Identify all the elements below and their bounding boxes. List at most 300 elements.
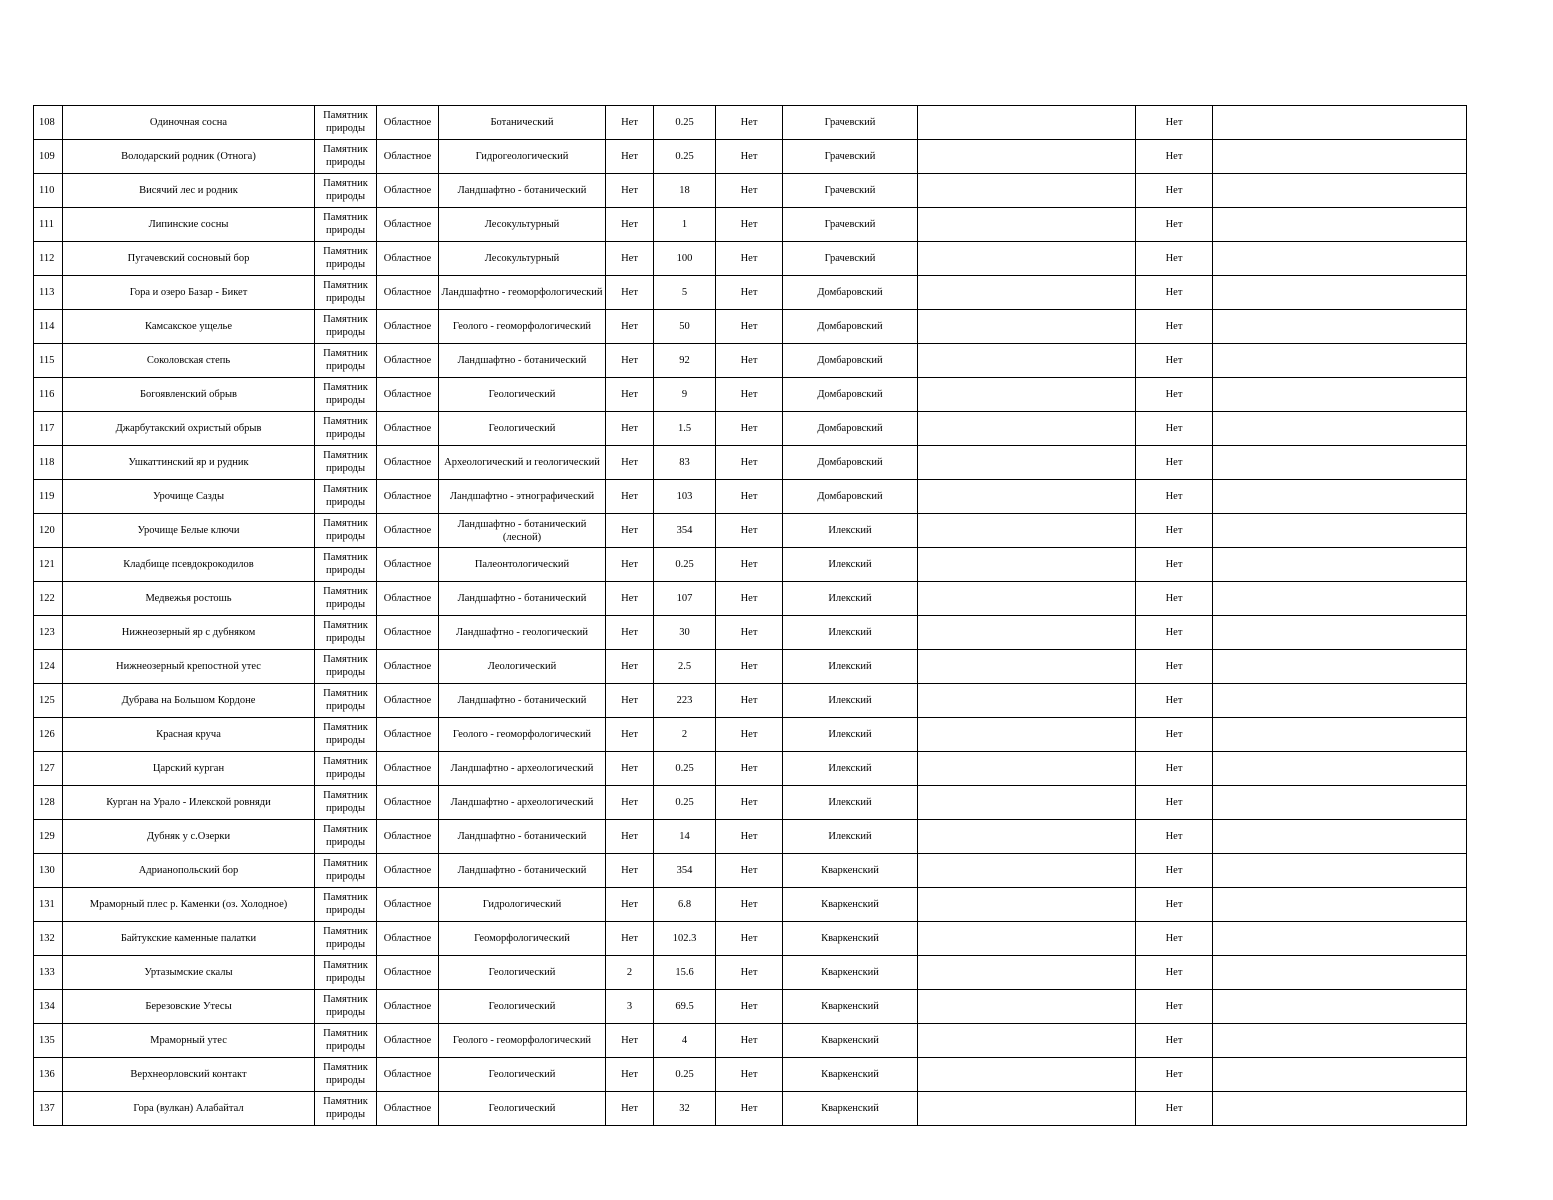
table-row: [34, 480, 1467, 514]
significance-cell: Областное: [377, 1058, 439, 1092]
significance-cell: Областное: [377, 106, 439, 140]
cluster-count-cell: Нет: [606, 140, 654, 174]
notes-cell: [1213, 922, 1467, 956]
significance-cell: Областное: [377, 344, 439, 378]
row-number-cell: 133: [34, 956, 63, 990]
extra-info-cell: [918, 514, 1136, 548]
monument-name-cell: Медвежья ростошь: [63, 582, 315, 616]
district-cell: Домбаровский: [783, 276, 918, 310]
extra-info-cell: [918, 174, 1136, 208]
table-row: [34, 650, 1467, 684]
significance-cell: Областное: [377, 480, 439, 514]
row-number-cell: 124: [34, 650, 63, 684]
significance-cell: Областное: [377, 378, 439, 412]
table-row: [34, 310, 1467, 344]
category-cell: Памятник природы: [315, 242, 377, 276]
extra-info-cell: [918, 1024, 1136, 1058]
extra-info-cell: [918, 684, 1136, 718]
status-flag-cell: Нет: [1136, 106, 1213, 140]
district-cell: Илекский: [783, 514, 918, 548]
significance-cell: Областное: [377, 208, 439, 242]
district-cell: Кваркенский: [783, 888, 918, 922]
row-number-cell: 137: [34, 1092, 63, 1126]
extra-info-cell: [918, 344, 1136, 378]
status-flag-cell: Нет: [1136, 310, 1213, 344]
cluster-count-cell: Нет: [606, 820, 654, 854]
extra-info-cell: [918, 548, 1136, 582]
district-cell: Илекский: [783, 786, 918, 820]
area-cell: 30: [654, 616, 716, 650]
area-cell: 0.25: [654, 106, 716, 140]
notes-cell: [1213, 616, 1467, 650]
extra-info-cell: [918, 310, 1136, 344]
monument-name-cell: Байтукские каменные палатки: [63, 922, 315, 956]
category-cell: Памятник природы: [315, 276, 377, 310]
cluster-count-cell: Нет: [606, 548, 654, 582]
monument-name-cell: Нижнеозерный яр с дубняком: [63, 616, 315, 650]
area-cell: 18: [654, 174, 716, 208]
notes-cell: [1213, 718, 1467, 752]
category-cell: Памятник природы: [315, 208, 377, 242]
profile-cell: Геолого - геоморфологический: [439, 1024, 606, 1058]
district-cell: Илекский: [783, 650, 918, 684]
category-cell: Памятник природы: [315, 616, 377, 650]
district-cell: Грачевский: [783, 174, 918, 208]
status-flag-cell: Нет: [1136, 854, 1213, 888]
table-row: [34, 276, 1467, 310]
category-cell: Памятник природы: [315, 922, 377, 956]
category-cell: Памятник природы: [315, 174, 377, 208]
district-cell: Грачевский: [783, 242, 918, 276]
significance-cell: Областное: [377, 684, 439, 718]
area-cell: 50: [654, 310, 716, 344]
row-number-cell: 110: [34, 174, 63, 208]
area-cell: 5: [654, 276, 716, 310]
row-number-cell: 116: [34, 378, 63, 412]
district-cell: Илекский: [783, 616, 918, 650]
table-row: [34, 344, 1467, 378]
table-row: [34, 1024, 1467, 1058]
status-flag-cell: Нет: [1136, 514, 1213, 548]
notes-cell: [1213, 1058, 1467, 1092]
cluster-count-cell: Нет: [606, 1058, 654, 1092]
status-flag-cell: Нет: [1136, 208, 1213, 242]
cluster-count-cell: Нет: [606, 888, 654, 922]
monument-name-cell: Дубняк у с.Озерки: [63, 820, 315, 854]
buffer-zone-cell: Нет: [716, 820, 783, 854]
area-cell: 92: [654, 344, 716, 378]
extra-info-cell: [918, 752, 1136, 786]
category-cell: Памятник природы: [315, 718, 377, 752]
status-flag-cell: Нет: [1136, 242, 1213, 276]
category-cell: Памятник природы: [315, 650, 377, 684]
district-cell: Домбаровский: [783, 412, 918, 446]
significance-cell: Областное: [377, 990, 439, 1024]
cluster-count-cell: Нет: [606, 1024, 654, 1058]
area-cell: 107: [654, 582, 716, 616]
monument-name-cell: Пугачевский сосновый бор: [63, 242, 315, 276]
area-cell: 0.25: [654, 786, 716, 820]
buffer-zone-cell: Нет: [716, 650, 783, 684]
status-flag-cell: Нет: [1136, 1092, 1213, 1126]
status-flag-cell: Нет: [1136, 412, 1213, 446]
extra-info-cell: [918, 786, 1136, 820]
buffer-zone-cell: Нет: [716, 1024, 783, 1058]
table-row: [34, 684, 1467, 718]
table-row: [34, 412, 1467, 446]
extra-info-cell: [918, 990, 1136, 1024]
row-number-cell: 127: [34, 752, 63, 786]
significance-cell: Областное: [377, 718, 439, 752]
extra-info-cell: [918, 1092, 1136, 1126]
area-cell: 9: [654, 378, 716, 412]
extra-info-cell: [918, 208, 1136, 242]
significance-cell: Областное: [377, 854, 439, 888]
district-cell: Кваркенский: [783, 956, 918, 990]
notes-cell: [1213, 276, 1467, 310]
notes-cell: [1213, 310, 1467, 344]
status-flag-cell: Нет: [1136, 276, 1213, 310]
status-flag-cell: Нет: [1136, 650, 1213, 684]
extra-info-cell: [918, 650, 1136, 684]
extra-info-cell: [918, 956, 1136, 990]
status-flag-cell: Нет: [1136, 480, 1213, 514]
monument-name-cell: Липинские сосны: [63, 208, 315, 242]
table-row: [34, 922, 1467, 956]
significance-cell: Областное: [377, 514, 439, 548]
buffer-zone-cell: Нет: [716, 174, 783, 208]
monument-name-cell: Володарский родник (Отнога): [63, 140, 315, 174]
profile-cell: Геологический: [439, 378, 606, 412]
area-cell: 0.25: [654, 548, 716, 582]
category-cell: Памятник природы: [315, 1092, 377, 1126]
extra-info-cell: [918, 854, 1136, 888]
category-cell: Памятник природы: [315, 106, 377, 140]
district-cell: Илекский: [783, 684, 918, 718]
category-cell: Памятник природы: [315, 548, 377, 582]
cluster-count-cell: Нет: [606, 922, 654, 956]
buffer-zone-cell: Нет: [716, 514, 783, 548]
notes-cell: [1213, 140, 1467, 174]
buffer-zone-cell: Нет: [716, 616, 783, 650]
cluster-count-cell: Нет: [606, 582, 654, 616]
profile-cell: Геологический: [439, 990, 606, 1024]
significance-cell: Областное: [377, 412, 439, 446]
area-cell: 354: [654, 514, 716, 548]
cluster-count-cell: 3: [606, 990, 654, 1024]
cluster-count-cell: 2: [606, 956, 654, 990]
row-number-cell: 131: [34, 888, 63, 922]
notes-cell: [1213, 480, 1467, 514]
profile-cell: Ландшафтно - этнографический: [439, 480, 606, 514]
notes-cell: [1213, 378, 1467, 412]
cluster-count-cell: Нет: [606, 854, 654, 888]
profile-cell: Геолого - геоморфологический: [439, 310, 606, 344]
category-cell: Памятник природы: [315, 310, 377, 344]
monument-name-cell: Гора и озеро Базар - Бикет: [63, 276, 315, 310]
profile-cell: Лесокультурный: [439, 208, 606, 242]
status-flag-cell: Нет: [1136, 718, 1213, 752]
category-cell: Памятник природы: [315, 888, 377, 922]
notes-cell: [1213, 344, 1467, 378]
table-row: [34, 616, 1467, 650]
buffer-zone-cell: Нет: [716, 582, 783, 616]
row-number-cell: 118: [34, 446, 63, 480]
row-number-cell: 130: [34, 854, 63, 888]
significance-cell: Областное: [377, 786, 439, 820]
monument-name-cell: Кладбище псевдокрокодилов: [63, 548, 315, 582]
category-cell: Памятник природы: [315, 956, 377, 990]
cluster-count-cell: Нет: [606, 174, 654, 208]
buffer-zone-cell: Нет: [716, 718, 783, 752]
row-number-cell: 115: [34, 344, 63, 378]
extra-info-cell: [918, 276, 1136, 310]
district-cell: Кваркенский: [783, 854, 918, 888]
category-cell: Памятник природы: [315, 344, 377, 378]
significance-cell: Областное: [377, 548, 439, 582]
monument-name-cell: Мраморный плес р. Каменки (оз. Холодное): [63, 888, 315, 922]
extra-info-cell: [918, 888, 1136, 922]
buffer-zone-cell: Нет: [716, 752, 783, 786]
table-row: [34, 888, 1467, 922]
notes-cell: [1213, 1024, 1467, 1058]
profile-cell: Ландшафтно - археологический: [439, 786, 606, 820]
monument-name-cell: Нижнеозерный крепостной утес: [63, 650, 315, 684]
monument-name-cell: Березовские Утесы: [63, 990, 315, 1024]
table-row: [34, 208, 1467, 242]
buffer-zone-cell: Нет: [716, 412, 783, 446]
significance-cell: Областное: [377, 276, 439, 310]
district-cell: Домбаровский: [783, 310, 918, 344]
buffer-zone-cell: Нет: [716, 990, 783, 1024]
cluster-count-cell: Нет: [606, 752, 654, 786]
table-row: [34, 106, 1467, 140]
significance-cell: Областное: [377, 752, 439, 786]
extra-info-cell: [918, 412, 1136, 446]
notes-cell: [1213, 208, 1467, 242]
category-cell: Памятник природы: [315, 1058, 377, 1092]
table-row: [34, 1092, 1467, 1126]
row-number-cell: 119: [34, 480, 63, 514]
significance-cell: Областное: [377, 1092, 439, 1126]
status-flag-cell: Нет: [1136, 990, 1213, 1024]
monument-name-cell: Ушкаттинский яр и рудник: [63, 446, 315, 480]
row-number-cell: 132: [34, 922, 63, 956]
district-cell: Кваркенский: [783, 922, 918, 956]
area-cell: 15.6: [654, 956, 716, 990]
profile-cell: Геологический: [439, 412, 606, 446]
row-number-cell: 128: [34, 786, 63, 820]
area-cell: 4: [654, 1024, 716, 1058]
table-row: [34, 242, 1467, 276]
monument-name-cell: Красная круча: [63, 718, 315, 752]
buffer-zone-cell: Нет: [716, 1092, 783, 1126]
table-row: [34, 548, 1467, 582]
row-number-cell: 109: [34, 140, 63, 174]
area-cell: 6.8: [654, 888, 716, 922]
profile-cell: Ландшафтно - ботанический: [439, 344, 606, 378]
table-row: [34, 854, 1467, 888]
monument-name-cell: Царский курган: [63, 752, 315, 786]
row-number-cell: 134: [34, 990, 63, 1024]
extra-info-cell: [918, 106, 1136, 140]
district-cell: Кваркенский: [783, 1092, 918, 1126]
monument-name-cell: Адрианопольский бор: [63, 854, 315, 888]
table-row: [34, 582, 1467, 616]
extra-info-cell: [918, 1058, 1136, 1092]
profile-cell: Ландшафтно - археологический: [439, 752, 606, 786]
district-cell: Домбаровский: [783, 480, 918, 514]
monument-name-cell: Джарбутакский охристый обрыв: [63, 412, 315, 446]
profile-cell: Геоморфологический: [439, 922, 606, 956]
extra-info-cell: [918, 378, 1136, 412]
district-cell: Илекский: [783, 582, 918, 616]
table-row: [34, 378, 1467, 412]
row-number-cell: 113: [34, 276, 63, 310]
buffer-zone-cell: Нет: [716, 786, 783, 820]
area-cell: 14: [654, 820, 716, 854]
notes-cell: [1213, 684, 1467, 718]
area-cell: 100: [654, 242, 716, 276]
status-flag-cell: Нет: [1136, 786, 1213, 820]
profile-cell: Геологический: [439, 956, 606, 990]
profile-cell: Ботанический: [439, 106, 606, 140]
table-row: [34, 140, 1467, 174]
notes-cell: [1213, 888, 1467, 922]
area-cell: 0.25: [654, 1058, 716, 1092]
table-row: [34, 446, 1467, 480]
category-cell: Памятник природы: [315, 412, 377, 446]
row-number-cell: 129: [34, 820, 63, 854]
extra-info-cell: [918, 922, 1136, 956]
extra-info-cell: [918, 616, 1136, 650]
profile-cell: Ландшафтно - ботанический: [439, 582, 606, 616]
district-cell: Грачевский: [783, 140, 918, 174]
notes-cell: [1213, 174, 1467, 208]
district-cell: Домбаровский: [783, 378, 918, 412]
extra-info-cell: [918, 140, 1136, 174]
monument-name-cell: Одиночная сосна: [63, 106, 315, 140]
category-cell: Памятник природы: [315, 1024, 377, 1058]
notes-cell: [1213, 548, 1467, 582]
cluster-count-cell: Нет: [606, 378, 654, 412]
extra-info-cell: [918, 718, 1136, 752]
profile-cell: Геологический: [439, 1058, 606, 1092]
profile-cell: Гидрологический: [439, 888, 606, 922]
profile-cell: Леологический: [439, 650, 606, 684]
table-row: [34, 174, 1467, 208]
table-row: [34, 820, 1467, 854]
significance-cell: Областное: [377, 446, 439, 480]
district-cell: Домбаровский: [783, 446, 918, 480]
category-cell: Памятник природы: [315, 514, 377, 548]
area-cell: 69.5: [654, 990, 716, 1024]
row-number-cell: 122: [34, 582, 63, 616]
row-number-cell: 121: [34, 548, 63, 582]
district-cell: Илекский: [783, 820, 918, 854]
buffer-zone-cell: Нет: [716, 208, 783, 242]
area-cell: 32: [654, 1092, 716, 1126]
buffer-zone-cell: Нет: [716, 922, 783, 956]
buffer-zone-cell: Нет: [716, 242, 783, 276]
extra-info-cell: [918, 242, 1136, 276]
buffer-zone-cell: Нет: [716, 140, 783, 174]
row-number-cell: 136: [34, 1058, 63, 1092]
cluster-count-cell: Нет: [606, 310, 654, 344]
area-cell: 0.25: [654, 140, 716, 174]
notes-cell: [1213, 956, 1467, 990]
table-row: [34, 1058, 1467, 1092]
notes-cell: [1213, 752, 1467, 786]
notes-cell: [1213, 650, 1467, 684]
extra-info-cell: [918, 582, 1136, 616]
row-number-cell: 123: [34, 616, 63, 650]
status-flag-cell: Нет: [1136, 820, 1213, 854]
notes-cell: [1213, 1092, 1467, 1126]
significance-cell: Областное: [377, 820, 439, 854]
monument-name-cell: Урочище Белые ключи: [63, 514, 315, 548]
category-cell: Памятник природы: [315, 990, 377, 1024]
significance-cell: Областное: [377, 650, 439, 684]
notes-cell: [1213, 582, 1467, 616]
area-cell: 354: [654, 854, 716, 888]
cluster-count-cell: Нет: [606, 786, 654, 820]
profile-cell: Ландшафтно - ботанический: [439, 174, 606, 208]
significance-cell: Областное: [377, 616, 439, 650]
notes-cell: [1213, 786, 1467, 820]
district-cell: Кваркенский: [783, 1024, 918, 1058]
area-cell: 223: [654, 684, 716, 718]
cluster-count-cell: Нет: [606, 106, 654, 140]
buffer-zone-cell: Нет: [716, 276, 783, 310]
significance-cell: Областное: [377, 582, 439, 616]
profile-cell: Ландшафтно - ботанический: [439, 684, 606, 718]
status-flag-cell: Нет: [1136, 922, 1213, 956]
profile-cell: Ландшафтно - геологический: [439, 616, 606, 650]
status-flag-cell: Нет: [1136, 684, 1213, 718]
table-row: [34, 752, 1467, 786]
status-flag-cell: Нет: [1136, 956, 1213, 990]
status-flag-cell: Нет: [1136, 378, 1213, 412]
cluster-count-cell: Нет: [606, 514, 654, 548]
profile-cell: Геологический: [439, 1092, 606, 1126]
area-cell: 1: [654, 208, 716, 242]
row-number-cell: 125: [34, 684, 63, 718]
profile-cell: Лесокультурный: [439, 242, 606, 276]
significance-cell: Областное: [377, 174, 439, 208]
district-cell: Кваркенский: [783, 990, 918, 1024]
monument-name-cell: Уртазымские скалы: [63, 956, 315, 990]
status-flag-cell: Нет: [1136, 446, 1213, 480]
notes-cell: [1213, 242, 1467, 276]
extra-info-cell: [918, 820, 1136, 854]
significance-cell: Областное: [377, 888, 439, 922]
row-number-cell: 108: [34, 106, 63, 140]
extra-info-cell: [918, 446, 1136, 480]
status-flag-cell: Нет: [1136, 548, 1213, 582]
significance-cell: Областное: [377, 140, 439, 174]
status-flag-cell: Нет: [1136, 888, 1213, 922]
status-flag-cell: Нет: [1136, 344, 1213, 378]
monument-name-cell: Богоявленский обрыв: [63, 378, 315, 412]
buffer-zone-cell: Нет: [716, 548, 783, 582]
status-flag-cell: Нет: [1136, 140, 1213, 174]
category-cell: Памятник природы: [315, 752, 377, 786]
significance-cell: Областное: [377, 1024, 439, 1058]
category-cell: Памятник природы: [315, 446, 377, 480]
row-number-cell: 120: [34, 514, 63, 548]
buffer-zone-cell: Нет: [716, 480, 783, 514]
